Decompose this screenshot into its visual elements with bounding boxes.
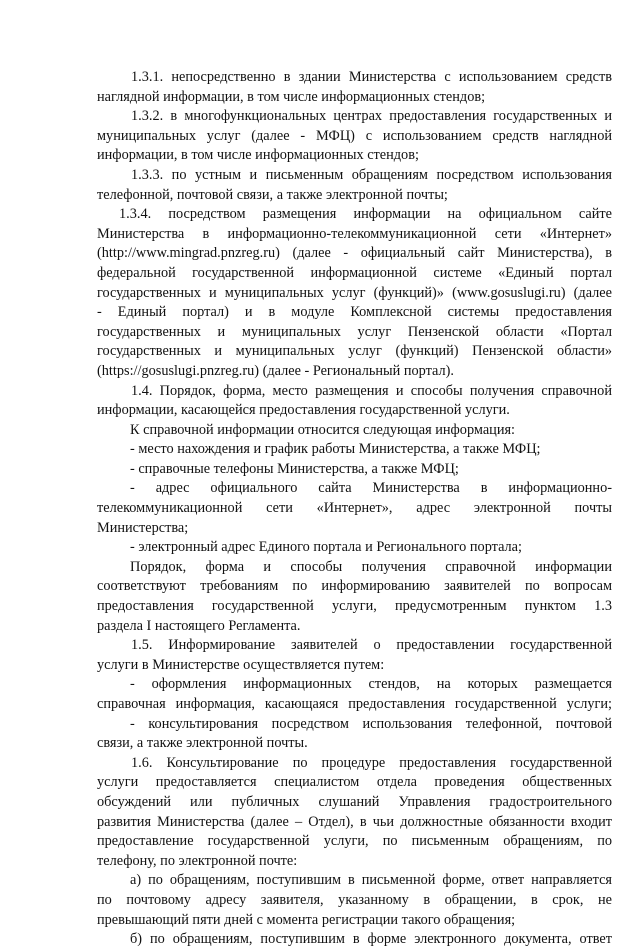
text-line: государственных и муниципальных услуг Пензенской области «Портал bbox=[97, 323, 612, 340]
text-line: телефонной, почтовой связи, а также электронной почты; bbox=[97, 186, 448, 203]
text-line: - адрес официального сайта Министерства в информационно- bbox=[130, 480, 612, 497]
text-line: - справочные телефоны Министерства, а также МФЦ; bbox=[130, 460, 459, 477]
text-line: услуги предоставляется специалистом отдела проведения общественных bbox=[97, 774, 612, 791]
text-line: К справочной информации относится следующая информация: bbox=[130, 421, 516, 438]
text-line: б) по обращениям, поступившим в форме электронного документа, ответ bbox=[130, 931, 612, 948]
text-line: раздела I настоящего Регламента. bbox=[97, 617, 301, 634]
text-line: - оформления информационных стендов, на которых размещается bbox=[130, 676, 612, 693]
text-line: 1.6. Консультирование по процедуре предоставления государственной bbox=[131, 754, 612, 771]
text-line: связи, а также электронной почты. bbox=[97, 735, 308, 752]
text-line: предоставление государственной услуги, по письменным обращениям, по bbox=[97, 833, 612, 850]
text-line: - электронный адрес Единого портала и Регионального портала; bbox=[130, 539, 522, 556]
text-line: 1.4. Порядок, форма, место размещения и способы получения справочной bbox=[131, 382, 612, 399]
text-line: муниципальных услуг (далее - МФЦ) с использованием средств наглядной bbox=[97, 127, 612, 144]
text-line: 1.3.2. в многофункциональных центрах предоставления государственных и bbox=[131, 108, 612, 125]
text-line: превышающий пяти дней с момента регистрации такого обращения; bbox=[97, 911, 516, 928]
text-line: 1.5. Информирование заявителей о предоставлении государственной bbox=[131, 637, 612, 654]
text-line: соответствуют требованиям по информированию заявителей по вопросам bbox=[97, 578, 612, 595]
text-line: наглядной информации, в том числе информационных стендов; bbox=[97, 88, 486, 105]
text-line: Министерства; bbox=[97, 519, 189, 536]
text-line: информации, в том числе информационных стендов; bbox=[97, 147, 419, 164]
text-line: 1.3.1. непосредственно в здании Министерства с использованием средств bbox=[131, 69, 612, 85]
text-line: (http://www.mingrad.pnzreg.ru) (далее - официальный сайт Министерства), в bbox=[97, 245, 612, 262]
text-line: 1.3.4. посредством размещения информации на официальном сайте bbox=[119, 206, 612, 223]
text-line: государственных и муниципальных услуг (функций)» (www.gosuslugi.ru) (далее bbox=[97, 284, 612, 301]
document-page bbox=[97, 68, 612, 950]
text-line: 1.3.3. по устным и письменным обращениям посредством использования bbox=[131, 166, 612, 183]
text-line: Порядок, форма и способы получения справочной информации bbox=[130, 558, 612, 575]
text-line: - Единый портал) и в модуле Комплексной системы предоставления bbox=[97, 304, 612, 321]
text-line: - место нахождения и график работы Министерства, а также МФЦ; bbox=[130, 441, 541, 458]
text-line: а) по обращениям, поступившим в письменной форме, ответ направляется bbox=[130, 872, 612, 889]
text-line: информации, касающейся предоставления государственной услуги. bbox=[97, 402, 510, 419]
text-line: государственных и муниципальных услуг (функций) Пензенской области» bbox=[97, 343, 612, 360]
text-line: предоставления государственной услуги, предусмотренным пунктом 1.3 bbox=[97, 598, 612, 615]
text-line: федеральной государственной информационной системе «Единый портал bbox=[97, 264, 612, 281]
text-line: - консультирования посредством использования телефонной, почтовой bbox=[130, 715, 612, 732]
text-line: услуги в Министерстве осуществляется путем: bbox=[97, 656, 385, 673]
text-line: телефону, по электронной почте: bbox=[97, 852, 298, 869]
text-line: (https://gosuslugi.pnzreg.ru) (далее - Региональный портал). bbox=[97, 362, 454, 379]
text-line: справочная информация, касающаяся предоставления государственной услуги; bbox=[97, 696, 612, 712]
text-line: Министерства в информационно-телекоммуникационной сети «Интернет» bbox=[97, 225, 612, 242]
text-line: телекоммуникационной сети «Интернет», адрес электронной почты bbox=[97, 500, 612, 517]
text-line: по почтовому адресу заявителя, указанному в обращении, в срок, не bbox=[97, 891, 612, 908]
text-line: развития Министерства (далее – Отдел), в чьи должностные обязанности входит bbox=[97, 813, 612, 830]
text-line: обсуждений или публичных слушаний Управления градостроительного bbox=[97, 793, 612, 810]
